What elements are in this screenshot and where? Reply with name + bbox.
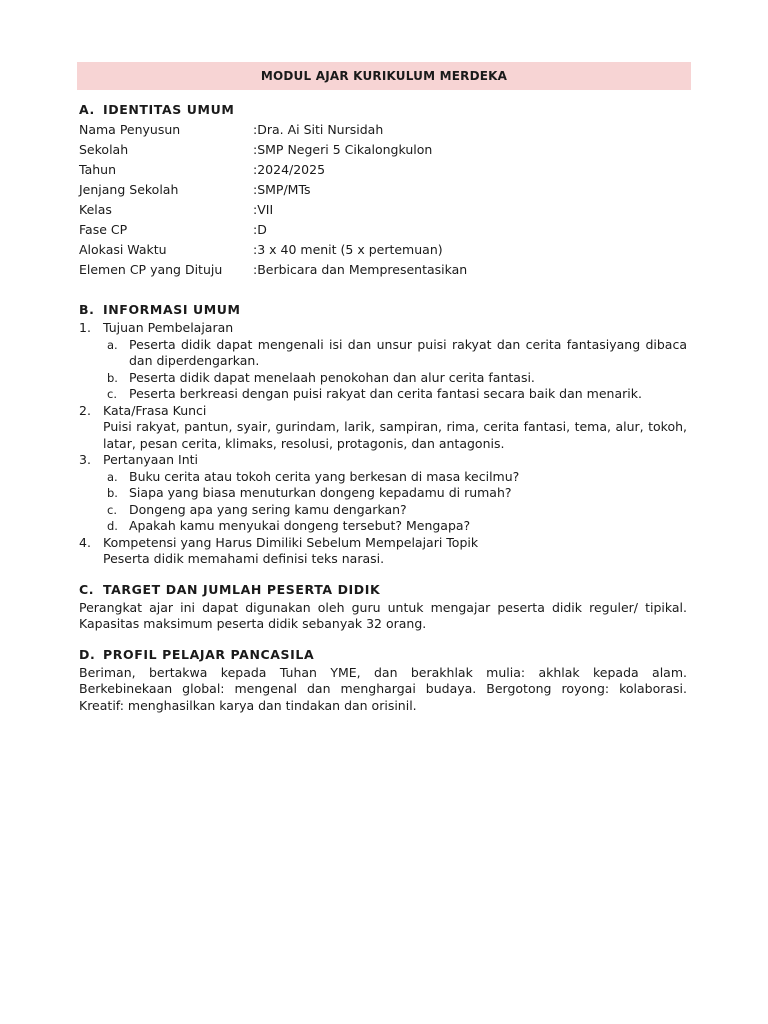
sub-list-letter: c. (107, 387, 117, 401)
list-item-number: 1. (79, 320, 91, 335)
identity-row (79, 240, 687, 260)
sub-list-item (107, 485, 687, 502)
sub-list-letter: d. (107, 519, 118, 533)
identity-value: :Dra. Ai Siti Nursidah (253, 121, 384, 137)
section-b-number: B. (79, 302, 95, 317)
identity-label: Jenjang Sekolah (79, 181, 179, 197)
identity-row (79, 220, 687, 240)
sub-list-text: Peserta berkreasi dengan puisi rakyat dan cerita fantasi secara baik dan menarik. (129, 386, 642, 401)
sub-list-item (107, 518, 687, 535)
list-item (79, 403, 687, 453)
sub-list-text: Siapa yang biasa menuturkan dongeng kepadamu di rumah? (129, 485, 512, 500)
section-c-heading (79, 582, 687, 600)
sub-list-letter: b. (107, 486, 118, 500)
sub-list-letter: b. (107, 370, 118, 385)
section-d-heading (79, 647, 687, 665)
list-item-number: 3. (79, 452, 91, 467)
list-item-title: Kompetensi yang Harus Dimiliki Sebelum Mempelajari Topik (103, 534, 479, 550)
section-c-title: TARGET DAN JUMLAH PESERTA DIDIK (103, 581, 381, 597)
sub-list-item (107, 337, 687, 370)
identity-value: :SMP Negeri 5 Cikalongkulon (253, 141, 433, 157)
section-b-heading (79, 302, 687, 320)
document-body (79, 102, 687, 714)
sub-list-item (107, 386, 687, 403)
list-item-title: Pertanyaan Inti (103, 452, 199, 467)
section-c-number: C. (79, 581, 95, 597)
list-item (79, 535, 687, 568)
list-item (79, 452, 687, 469)
identity-value: :D (253, 221, 267, 237)
section-c-text: Perangkat ajar ini dapat digunakan oleh guru untuk mengajar peserta didik reguler/ tipikal. Kapasitas maksimum peserta didik sebanyak 32 orang. (79, 599, 687, 631)
sub-list-text: Peserta didik dapat menelaah penokohan dan alur cerita fantasi. (129, 369, 535, 385)
identity-value: :2024/2025 (253, 161, 326, 177)
identity-row (79, 120, 687, 140)
section-a-title: IDENTITAS UMUM (103, 102, 235, 117)
sub-list-text: Dongeng apa yang sering kamu dengarkan? (129, 501, 407, 517)
identity-label: Sekolah (79, 141, 129, 157)
sub-list-text: Apakah kamu menyukai dongeng tersebut? Mengapa? (129, 518, 471, 533)
list-item-title: Tujuan Pembelajaran (103, 320, 234, 335)
identity-value: :SMP/MTs (253, 181, 311, 197)
identity-value: :Berbicara dan Mempresentasikan (253, 261, 468, 277)
sub-list-letter: c. (107, 502, 117, 517)
sub-list-letter: a. (107, 337, 118, 352)
list-item (79, 320, 687, 337)
sub-list-letter: a. (107, 469, 118, 484)
sub-list-item (107, 502, 687, 519)
identity-label: Kelas (79, 201, 112, 217)
list-item-number: 4. (79, 534, 91, 550)
identity-value: :VII (253, 201, 274, 217)
list-item-text: Peserta didik memahami definisi teks narasi. (103, 551, 385, 566)
identity-label: Fase CP (79, 221, 128, 237)
list-item-title: Kata/Frasa Kunci (103, 402, 207, 418)
list-item-text: Puisi rakyat, pantun, syair, gurindam, larik, sampiran, rima, cerita fantasi, tema, alur, tokoh, latar, pesan cerita, klimaks, resolusi, protagonis, dan antagonis. (103, 419, 687, 451)
identity-label: Alokasi Waktu (79, 241, 167, 257)
section-d-number: D. (79, 646, 96, 662)
list-item-number: 2. (79, 402, 91, 418)
identity-row (79, 140, 687, 160)
sub-list-text: Peserta didik dapat mengenali isi dan unsur puisi rakyat dan cerita fantasiyang dibaca dan diperdengarkan. (129, 336, 687, 368)
section-b-title: INFORMASI UMUM (103, 302, 241, 317)
identity-label: Tahun (79, 161, 116, 177)
identity-value: :3 x 40 menit (5 x pertemuan) (253, 241, 443, 257)
identity-label: Nama Penyusun (79, 121, 181, 137)
sub-list-item (107, 370, 687, 387)
sub-list-item (107, 469, 687, 486)
identity-table (79, 120, 687, 280)
document-title-banner (77, 62, 691, 90)
section-a-heading (79, 102, 687, 120)
identity-label: Elemen CP yang Dituju (79, 261, 223, 277)
section-d-text: Beriman, bertakwa kepada Tuhan YME, dan berakhlak mulia: akhlak kepada alam. Berkebinekaan global: mengenal dan menghargai budaya. Bergotong royong: kolaborasi. Kreatif: menghasilkan karya dan tindakan dan orisinil. (79, 664, 687, 713)
identity-row (79, 260, 687, 280)
identity-row (79, 200, 687, 220)
identity-row (79, 160, 687, 180)
identity-row (79, 180, 687, 200)
section-a-number: A. (79, 102, 95, 117)
sub-list-text: Buku cerita atau tokoh cerita yang berkesan di masa kecilmu? (129, 468, 520, 484)
section-d-title: PROFIL PELAJAR PANCASILA (103, 646, 315, 662)
document-title: MODUL AJAR KURIKULUM MERDEKA (260, 69, 508, 83)
